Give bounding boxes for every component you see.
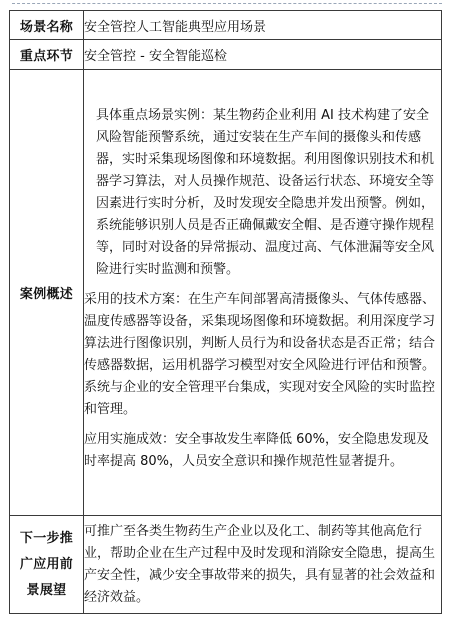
outlook-label-line-2: 广应用前	[19, 556, 74, 572]
row-outlook	[10, 516, 442, 614]
outlook-label	[10, 516, 84, 614]
outlook-value: 可推广至各类生物药生产企业以及化工、制药等其他高危行业，帮助企业在生产过程中及时发现和消除安全隐患，提高生产安全性，减少安全事故带来的损失，具有显著的社会效益和经济效益。	[84, 516, 442, 614]
outlook-label-line-1: 下一步推	[19, 530, 74, 546]
case-overview-label: 案例概述	[10, 70, 84, 516]
top-divider	[12, 3, 442, 4]
scene-name-label: 场景名称	[10, 11, 84, 40]
row-scene-name	[10, 11, 442, 40]
row-key-link	[10, 40, 442, 70]
key-link-value: 安全管控 - 安全智能巡检	[84, 40, 442, 70]
outlook-label-line-3: 景展望	[26, 582, 67, 598]
case-paragraph-results: 应用实施成效：安全事故发生率降低 60%，安全隐患发现及时率提高 80%，人员安全意识和操作规范性显著提升。	[84, 431, 430, 469]
case-paragraph-scenario: 具体重点场景实例：某生物药企业利用 AI 技术构建了安全风险智能预警系统，通过安装在生产车间的摄像头和传感器，实时采集现场图像和环境数据。利用图像识别技术和机器学习算法，对人员操作规范、设备运行状态、环境安全等因素进行实时分析，及时发现安全隐患并发出预警。例如，系统能够识别人员是否正确佩戴安全帽、是否遵守操作规程等，同时对设备的异常振动、温度过高、气体泄漏等安全风险进行实时监测和预警。	[96, 107, 435, 277]
key-link-label: 重点环节	[10, 40, 84, 70]
row-case-overview	[10, 70, 442, 516]
case-overview-content	[84, 70, 442, 516]
case-paragraph-tech: 采用的技术方案：在生产车间部署高清摄像头、气体传感器、温度传感器等设备，采集现场图像和环境数据。利用深度学习算法进行图像识别，判断人员行为和设备状态是否正常；结合传感器数据，运用机器学习模型对安全风险进行评估和预警。系统与企业的安全管理平台集成，实现对安全风险的实时监控和管理。	[84, 291, 436, 417]
scenario-table	[9, 10, 442, 614]
scene-name-value: 安全管控人工智能典型应用场景	[84, 11, 442, 40]
